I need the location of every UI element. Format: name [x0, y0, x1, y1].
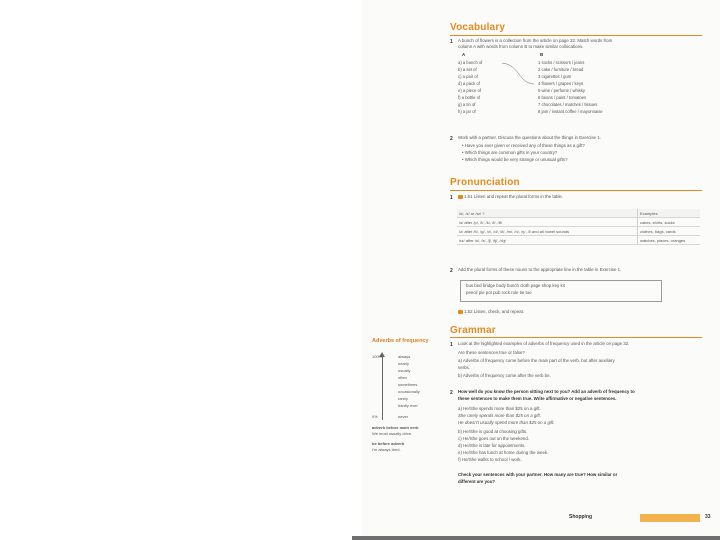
- grammar-note: I'm always tired.: [372, 447, 401, 452]
- scale-top-label: 100%: [372, 354, 383, 359]
- statement: b) Adverbs of frequency come after the verb be.: [458, 373, 551, 378]
- table-header-cell: /s/, /z/ or /ɪz/ ?: [457, 209, 638, 218]
- exercise-instruction: column A with words from column B to make similar collocations.: [458, 44, 584, 49]
- sentence-item: d) He/She is late for appointments.: [458, 443, 526, 448]
- match-a-item: b) a set of: [458, 67, 477, 72]
- exercise-number: 1: [450, 342, 453, 348]
- frequency-scale: [382, 356, 383, 420]
- statement: a) Adverbs of frequency come before the main part of the verb, but after auxiliary: [458, 358, 615, 363]
- footer-section-label: Shopping: [569, 514, 593, 520]
- exercise-number: 2: [450, 268, 453, 274]
- match-b-item: 3 cigarettes / gum: [538, 74, 572, 79]
- frequency-word: occasionally: [398, 389, 420, 394]
- frequency-word: sometimes: [398, 382, 418, 387]
- exercise-instruction: A bunch of flowers is a collection from the article on page 32. Match words from: [458, 38, 613, 43]
- frequency-word: hardly ever: [398, 403, 418, 408]
- exercise-number: 2: [450, 390, 453, 396]
- table-cell: /ɪz/ after /s/, /z/, /ʃ/, /tʃ/, /dʒ/: [457, 236, 638, 245]
- grammar-note: be before adverb: [372, 441, 405, 446]
- scan-edge: [352, 536, 720, 540]
- sentence-example: She rarely spends more than $25 on a gift.: [458, 413, 541, 418]
- sentence-item: c) He/She goes out on the weekend.: [458, 436, 530, 441]
- vocabulary-title: Vocabulary: [450, 22, 506, 33]
- pronunciation-title: Pronunciation: [450, 177, 520, 188]
- statement: verbs.: [458, 365, 470, 370]
- section-divider: [450, 190, 702, 191]
- match-a-item: c) a pair of: [458, 74, 478, 79]
- sentence-example: He doesn't usually spend more than $25 on a gift.: [458, 420, 555, 425]
- table-row: [457, 227, 700, 236]
- match-a-item: d) a pack of: [458, 81, 480, 86]
- frequency-box-title: Adverbs of frequency: [372, 338, 429, 344]
- exercise-instruction: Work with a partner. Discuss the questions about the things in Exercise 1.: [458, 135, 601, 140]
- column-a-heading: A: [462, 52, 466, 57]
- table-cell: cakes, shirts, socks: [638, 218, 701, 227]
- match-a-item: a) a bunch of: [458, 60, 483, 65]
- match-a-item: h) a jar of: [458, 109, 476, 114]
- match-b-item: 2 cake / furniture / bread: [538, 67, 584, 72]
- sentence-item: f) He/She walks to school / work.: [458, 457, 522, 462]
- table-row: [457, 236, 700, 245]
- word-list: bus bed bridge body bunch cloth page shop key kit: [466, 283, 565, 288]
- exercise-instruction: Look at the highlighted examples of adverbs of frequency used in the article on page 32.: [458, 341, 630, 346]
- table-cell: /z/ after /b/, /g/, /v/, /d/, /ð/, /m/, /n/, /ŋ/, /l/ and all vowel sounds: [457, 227, 638, 236]
- plural-sounds-table: [457, 209, 700, 245]
- sentence-item: b) He/She is good at choosing gifts.: [458, 429, 528, 434]
- example-match-line: [500, 61, 536, 87]
- match-b-item: 7 chocolates / matches / tissues: [538, 102, 598, 107]
- exercise-footer: different are you?: [458, 479, 496, 484]
- match-b-item: 1 socks / scissors / jeans: [538, 60, 585, 65]
- frequency-word: never: [398, 414, 409, 419]
- sentence-item: e) He/She has lunch at home during the week.: [458, 450, 549, 455]
- sentence-item: a) He/She spends more than $25 on a gift.: [458, 406, 541, 411]
- match-b-item: 6 beans / paint / tomatoes: [538, 95, 587, 100]
- exercise-instruction: Add the plural forms of these nouns to the appropriate line in the table in Exercise 1.: [458, 267, 622, 272]
- frequency-word: often: [398, 375, 407, 380]
- table-cell: watches, places, oranges: [638, 236, 701, 245]
- match-b-item: 4 flowers / grapes / keys: [538, 81, 584, 86]
- bullet-item: • Which things would be very strange or unusual gifts?: [462, 157, 568, 162]
- grammar-note: We most usually drive.: [372, 431, 413, 436]
- table-cell: /s/ after /p/, /t/, /k/, /f/, /θ/: [457, 218, 638, 227]
- grammar-title: Grammar: [450, 325, 496, 336]
- frequency-word: nearly: [398, 361, 409, 366]
- match-a-item: e) a piece of: [458, 88, 482, 93]
- exercise-instruction: 1.51 Listen and repeat the plural forms in the table.: [458, 194, 563, 200]
- table-cell: clothes, bags, cards: [638, 227, 701, 236]
- frequency-word: rarely: [398, 396, 409, 401]
- match-a-item: g) a tin of: [458, 102, 476, 107]
- footer-band: [640, 514, 700, 522]
- exercise-footer: Check your sentences with your partner. How many are true? How similar or: [458, 472, 618, 477]
- table-row: [457, 218, 700, 227]
- section-divider: [450, 337, 702, 338]
- frequency-word: always: [398, 354, 411, 359]
- match-b-item: 8 jam / instant coffee / mayonnaise: [538, 109, 603, 114]
- scale-bottom-label: 0%: [372, 414, 378, 419]
- word-list: pencil pie pot pub rock rule tie toe: [466, 290, 532, 295]
- exercise-number: 2: [450, 136, 453, 142]
- audio-icon: [458, 310, 463, 314]
- grammar-note: adverb before main verb: [372, 425, 419, 430]
- page-number: 33: [705, 514, 711, 520]
- table-header-cell: Examples: [638, 209, 701, 218]
- column-b-heading: B: [540, 52, 544, 57]
- exercise-instruction: How well do you know the person sitting next to you? Add an adverb of frequency to: [458, 389, 635, 394]
- exercise-number: 1: [450, 195, 453, 201]
- section-divider: [450, 35, 702, 36]
- bullet-item: • Have you ever given or received any of these things as a gift?: [462, 143, 585, 148]
- audio-icon: [458, 195, 463, 199]
- match-b-item: 5 wine / perfume / whisky: [538, 88, 586, 93]
- bullet-item: • Which things are common gifts in your country?: [462, 150, 558, 155]
- match-a-item: f) a bottle of: [458, 95, 481, 100]
- exercise-number: 1: [450, 39, 453, 45]
- exercise-instruction: 1.52 Listen, check, and repeat.: [458, 309, 524, 315]
- exercise-instruction: these sentences to make them true. Write affirmative or negative sentences.: [458, 396, 617, 401]
- frequency-word: usually: [398, 368, 411, 373]
- exercise-instruction: Are these sentences true or false?: [458, 350, 525, 355]
